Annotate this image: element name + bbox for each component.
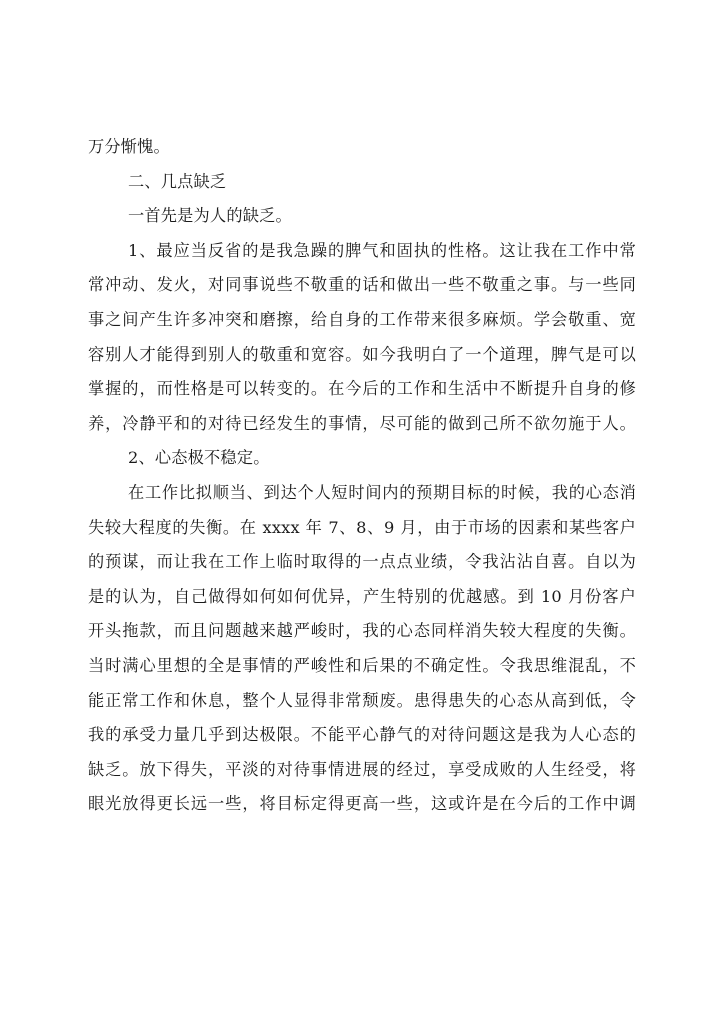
text-line: 事之间产生许多冲突和磨擦，给自身的工作带来很多麻烦。学会敬重、宽	[88, 309, 636, 329]
text-line: 1、最应当反省的是我急躁的脾气和固执的性格。这让我在工作中常	[128, 240, 636, 260]
text-line: 开头拖款，而且问题越来越严峻时，我的心态同样消失较大程度的失衡。	[88, 621, 636, 641]
text-line: 万分惭愧。	[88, 137, 170, 156]
text-line: 失较大程度的失衡。在 xxxx 年 7、8、9 月，由于市场的因素和某些客户	[88, 517, 636, 537]
document-body	[88, 130, 636, 822]
text-line: 常冲动、发火，对同事说些不敬重的话和做出一些不敬重之事。与一些同	[88, 275, 636, 295]
text-line: 的预谋，而让我在工作上临时取得的一点点业绩，令我沾沾自喜。自以为	[88, 552, 636, 572]
text-line: 养，冷静平和的对待已经发生的事情，尽可能的做到己所不欲勿施于人。	[88, 413, 636, 433]
text-line: 缺乏。放下得失，平淡的对待事情进展的经过，享受成败的人生经受，将	[88, 759, 636, 779]
text-line: 容别人才能得到别人的敬重和宽容。如今我明白了一个道理，脾气是可以	[88, 344, 636, 364]
text-line: 2、心态极不稳定。	[128, 448, 270, 468]
text-line: 能正常工作和休息，整个人显得非常颓废。患得患失的心态从高到低，令	[88, 690, 636, 710]
text-line: 是的认为，自己做得如何如何优异，产生特别的优越感。到 10 月份客户	[88, 586, 636, 606]
text-line: 二、几点缺乏	[128, 171, 227, 191]
text-line: 当时满心里想的全是事情的严峻性和后果的不确定性。令我思维混乱，不	[88, 655, 636, 675]
text-line: 掌握的，而性格是可以转变的。在今后的工作和生活中不断提升自身的修	[88, 379, 636, 399]
text-line: 眼光放得更长远一些，将目标定得更高一些，这或许是在今后的工作中调	[88, 794, 636, 814]
text-line: 我的承受力量几乎到达极限。不能平心静气的对待问题这是我为人心态的	[88, 725, 636, 745]
text-line: 一首先是为人的缺乏。	[128, 206, 292, 226]
text-line: 在工作比拟顺当、到达个人短时间内的预期目标的时候，我的心态消	[128, 482, 636, 502]
